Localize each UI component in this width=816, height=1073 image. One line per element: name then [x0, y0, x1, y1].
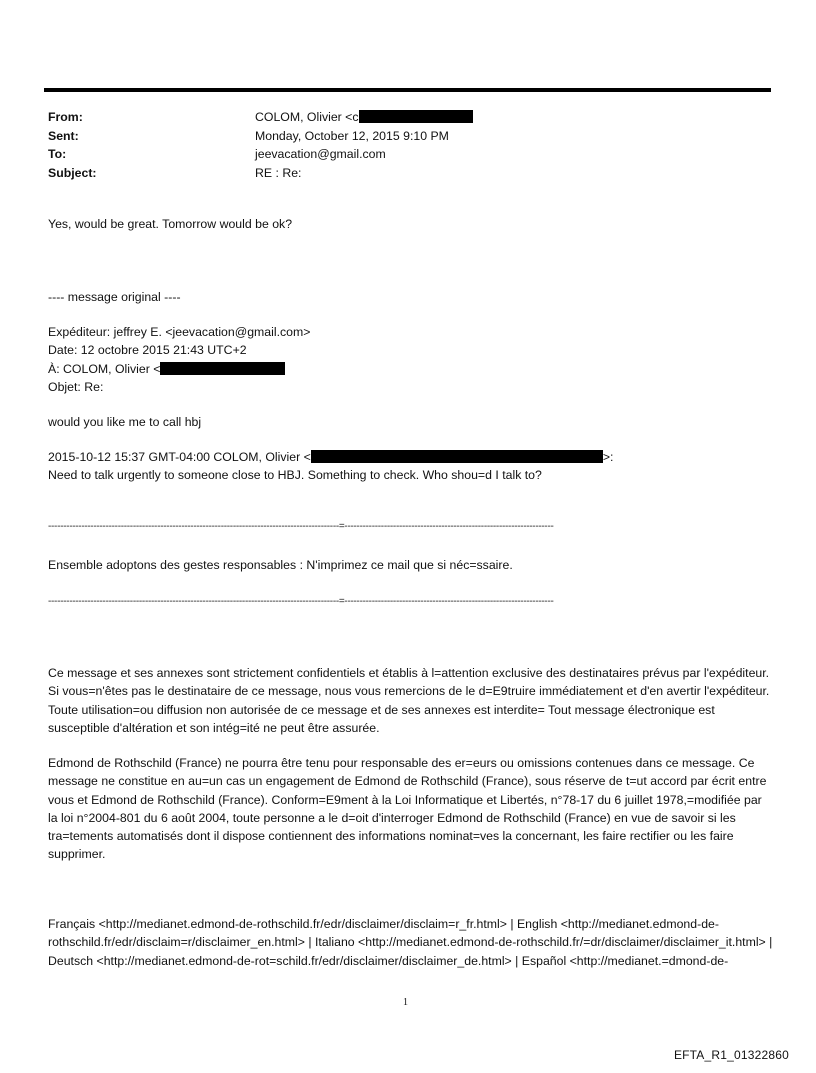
quote-header	[48, 448, 773, 466]
confidentiality-paragraph: Ce message et ses annexes sont strictement confidentiels et établis à l=attention exclusive des destinataires prévus par l'expéditeur. Si vous=n'êtes pas le destinataire de ce message, nous vous remercions de le d=E9truire immédiatement et d'en avertir l'expéditeur. Toute utilisation=ou diffusion non autorisée de ce message et de ses annexes est interdite= Tout message électronique est susceptible d'altération et son intég=ité ne peut être assurée.	[48, 666, 770, 735]
redaction-box	[160, 362, 285, 375]
bates-number: EFTA_R1_01322860	[673, 1048, 789, 1062]
quote-header-end: >:	[602, 450, 614, 464]
quote-text: Need to talk urgently to someone close to HBJ. Something to check. Who shou=d I talk to?	[48, 468, 542, 483]
to-label: To:	[48, 147, 67, 161]
page-number: 1	[403, 997, 408, 1008]
reply-text: Yes, would be great. Tomorrow would be ok?	[48, 217, 293, 231]
quote-header-text: 2015-10-12 15:37 GMT-04:00 COLOM, Olivier <	[48, 450, 311, 464]
language-links: Français <http://medianet.edmond-de-rothschild.fr/edr/disclaimer/disclaim=r_fr.html> | English <http://medianet.edmond-de-rothschild.fr/edr/disclaim=r/disclaimer_en.html> | Italiano <http://medianet.edmond-de-rothschild.fr/=dr/disclaimer/disclaimer_it.html> | Deutsch <http://medianet.edmond-de-rot=schild.fr/edr/disclaimer/disclaimer_de.html> | Español <http://medianet.=dmond-de-	[48, 917, 773, 968]
eco-note: Ensemble adoptons des gestes responsables : N'imprimez ce mail que si néc=ssaire.	[48, 558, 513, 572]
from-value	[255, 108, 473, 127]
quoted-message	[48, 448, 773, 485]
orig-to	[48, 360, 773, 378]
liability-paragraph: Edmond de Rothschild (France) ne pourra être tenu pour responsable des er=eurs ou omissions contenues dans ce message. Ce message ne constitue en au=un cas un engagement de Edmond de Rothschild (France), sous réserve de t=ut accord par écrit entre vous et Edmond de Rothschild (France). Conform=E9ment à la Loi Informatique et Libertés, n°78-17 du 6 juillet 1978,=modifiée par la loi n°2004-801 du 6 août 2004, toute personne a le d=oit d'interroger Edmond de Rothschild (France) en vue de savoir si les tra=tements automatisés dont il dispose contiennent des informations nominat=ves la concernant, les faire rectifier ou les faire supprimer.	[48, 756, 767, 862]
sent-label: Sent:	[48, 128, 79, 143]
to-value: jeevacation@gmail.com	[255, 147, 386, 161]
original-message-marker: ---- message original ----	[48, 290, 181, 304]
orig-to-text: À: COLOM, Olivier <	[48, 361, 161, 376]
orig-subject: Objet: Re:	[48, 379, 104, 394]
original-headers	[48, 323, 773, 396]
from-row	[48, 108, 748, 127]
sent-row	[48, 127, 748, 146]
header-rule	[44, 88, 771, 92]
orig-sender: Expéditeur: jeffrey E. <jeevacation@gmail.com>	[48, 325, 311, 339]
subject-label: Subject:	[48, 165, 97, 180]
subject-row	[48, 164, 748, 183]
question-text: would you like me to call hbj	[48, 415, 202, 429]
separator-bottom: ------------------------------------------------------------------------------------------------=---------------------------------------------------------------------	[48, 596, 554, 607]
email-header	[48, 108, 748, 182]
sent-value: Monday, October 12, 2015 9:10 PM	[255, 128, 449, 143]
subject-value: RE : Re:	[255, 165, 302, 180]
orig-date: Date: 12 octobre 2015 21:43 UTC+2	[48, 343, 247, 358]
to-row	[48, 145, 748, 164]
from-label: From:	[48, 110, 83, 124]
redaction-box	[359, 110, 473, 123]
from-name: COLOM, Olivier <c	[255, 110, 359, 124]
separator-top: ------------------------------------------------------------------------------------------------=---------------------------------------------------------------------	[48, 521, 554, 532]
redaction-box	[311, 450, 603, 463]
